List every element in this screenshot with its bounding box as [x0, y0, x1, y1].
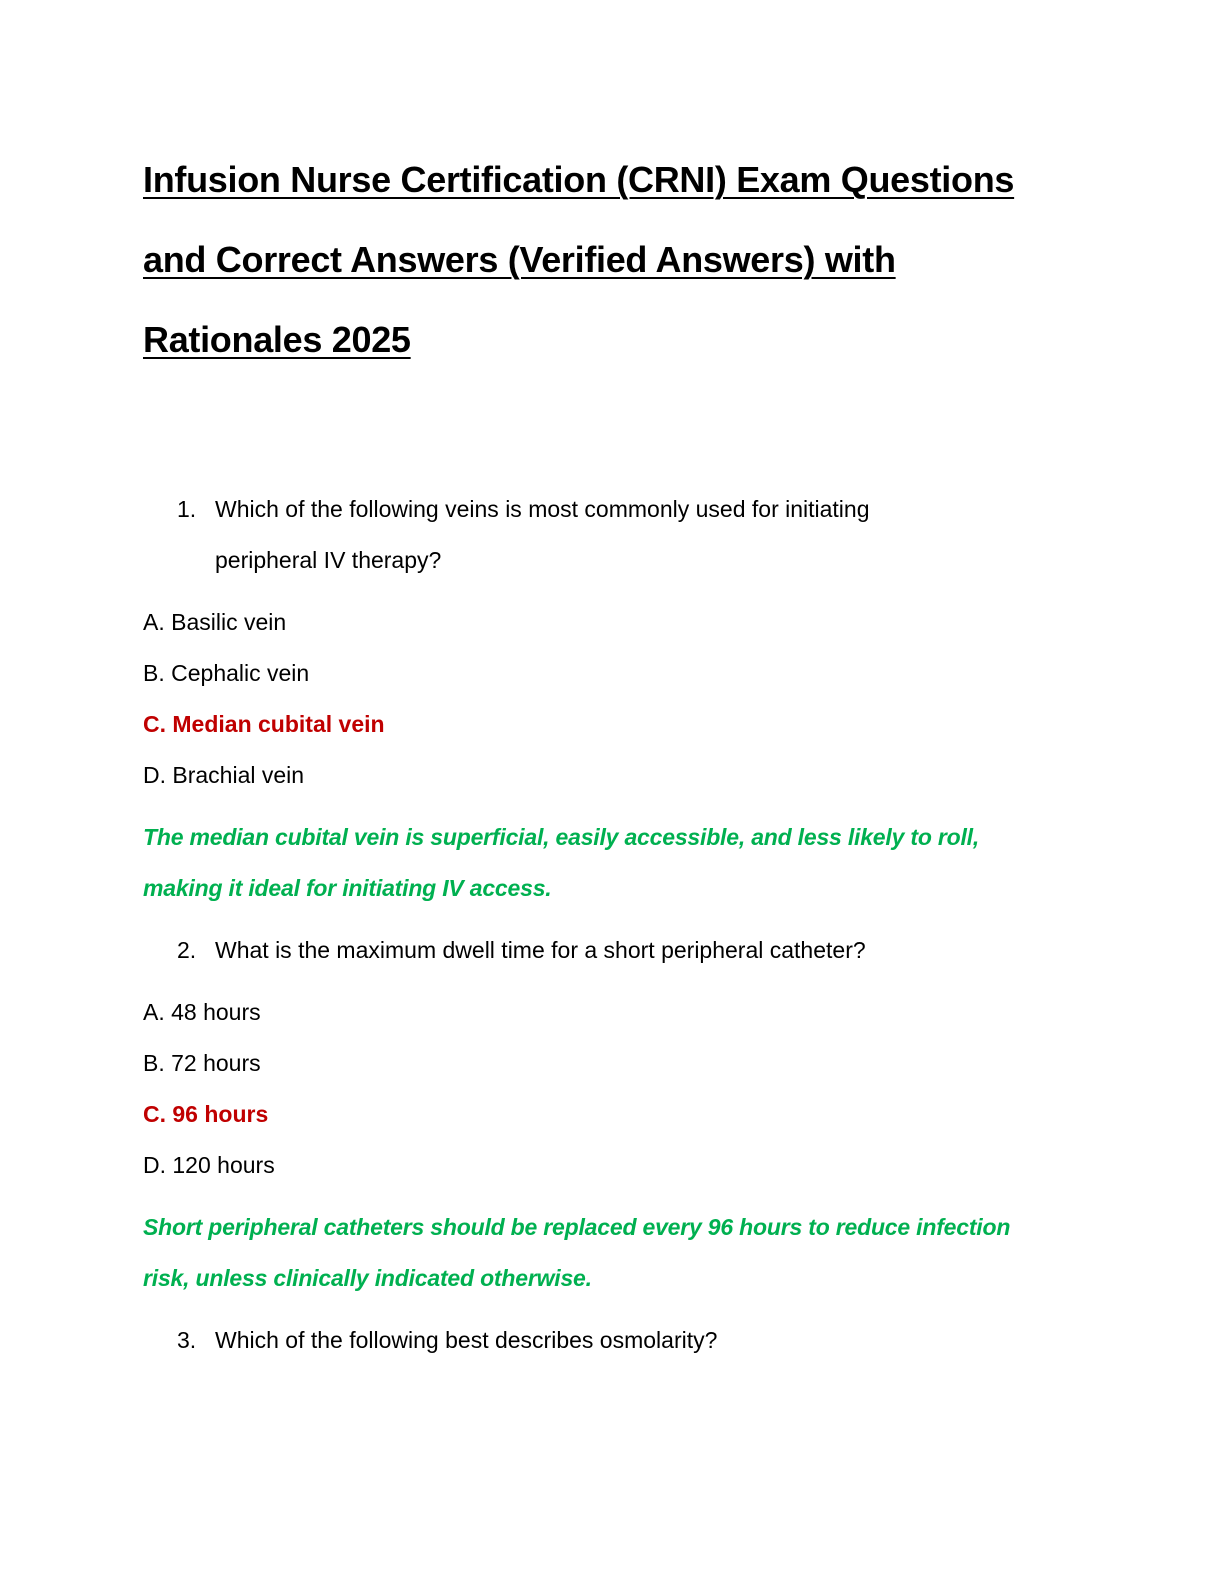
- option-a: A. Basilic vein: [143, 609, 287, 635]
- spacer: [143, 801, 1083, 812]
- question-number: 3.: [177, 1327, 197, 1353]
- option-b: B. 72 hours: [143, 1050, 261, 1076]
- question-text-line: Which of the following best describes osmolarity?: [215, 1327, 718, 1353]
- spacer: [143, 586, 1083, 597]
- question-text-line: peripheral IV therapy?: [215, 547, 442, 573]
- question-number: 2.: [177, 937, 197, 963]
- question-2: [143, 925, 1083, 976]
- option-a: A. 48 hours: [143, 999, 261, 1025]
- rationale-line: Short peripheral catheters should be replaced every 96 hours to reduce infection: [143, 1214, 1011, 1240]
- spacer: [143, 1304, 1083, 1315]
- option-b: B. Cephalic vein: [143, 660, 310, 686]
- spacer: [143, 976, 1083, 987]
- rationale-line: The median cubital vein is superficial, easily accessible, and less likely to roll,: [143, 824, 980, 850]
- question-text-line: Which of the following veins is most commonly used for initiating: [215, 496, 870, 522]
- option-c-correct-answer: C. 96 hours: [143, 1101, 269, 1127]
- question-number: 1.: [177, 496, 197, 522]
- title-line: Rationales 2025: [143, 319, 411, 360]
- question-1: [143, 484, 1083, 586]
- document-title: [143, 140, 1083, 380]
- spacer: [143, 380, 1083, 484]
- question-text-line: What is the maximum dwell time for a short peripheral catheter?: [215, 937, 866, 963]
- rationale-line: risk, unless clinically indicated otherwise.: [143, 1265, 592, 1291]
- title-line: Infusion Nurse Certification (CRNI) Exam Questions: [143, 159, 1015, 200]
- document-page: [143, 140, 1083, 1366]
- spacer: [143, 1191, 1083, 1202]
- option-c-correct-answer: C. Median cubital vein: [143, 711, 385, 737]
- rationale-line: making it ideal for initiating IV access.: [143, 875, 552, 901]
- question-3: [143, 1315, 1083, 1366]
- title-line: and Correct Answers (Verified Answers) with: [143, 239, 896, 280]
- option-d: D. 120 hours: [143, 1152, 275, 1178]
- option-d: D. Brachial vein: [143, 762, 305, 788]
- spacer: [143, 914, 1083, 925]
